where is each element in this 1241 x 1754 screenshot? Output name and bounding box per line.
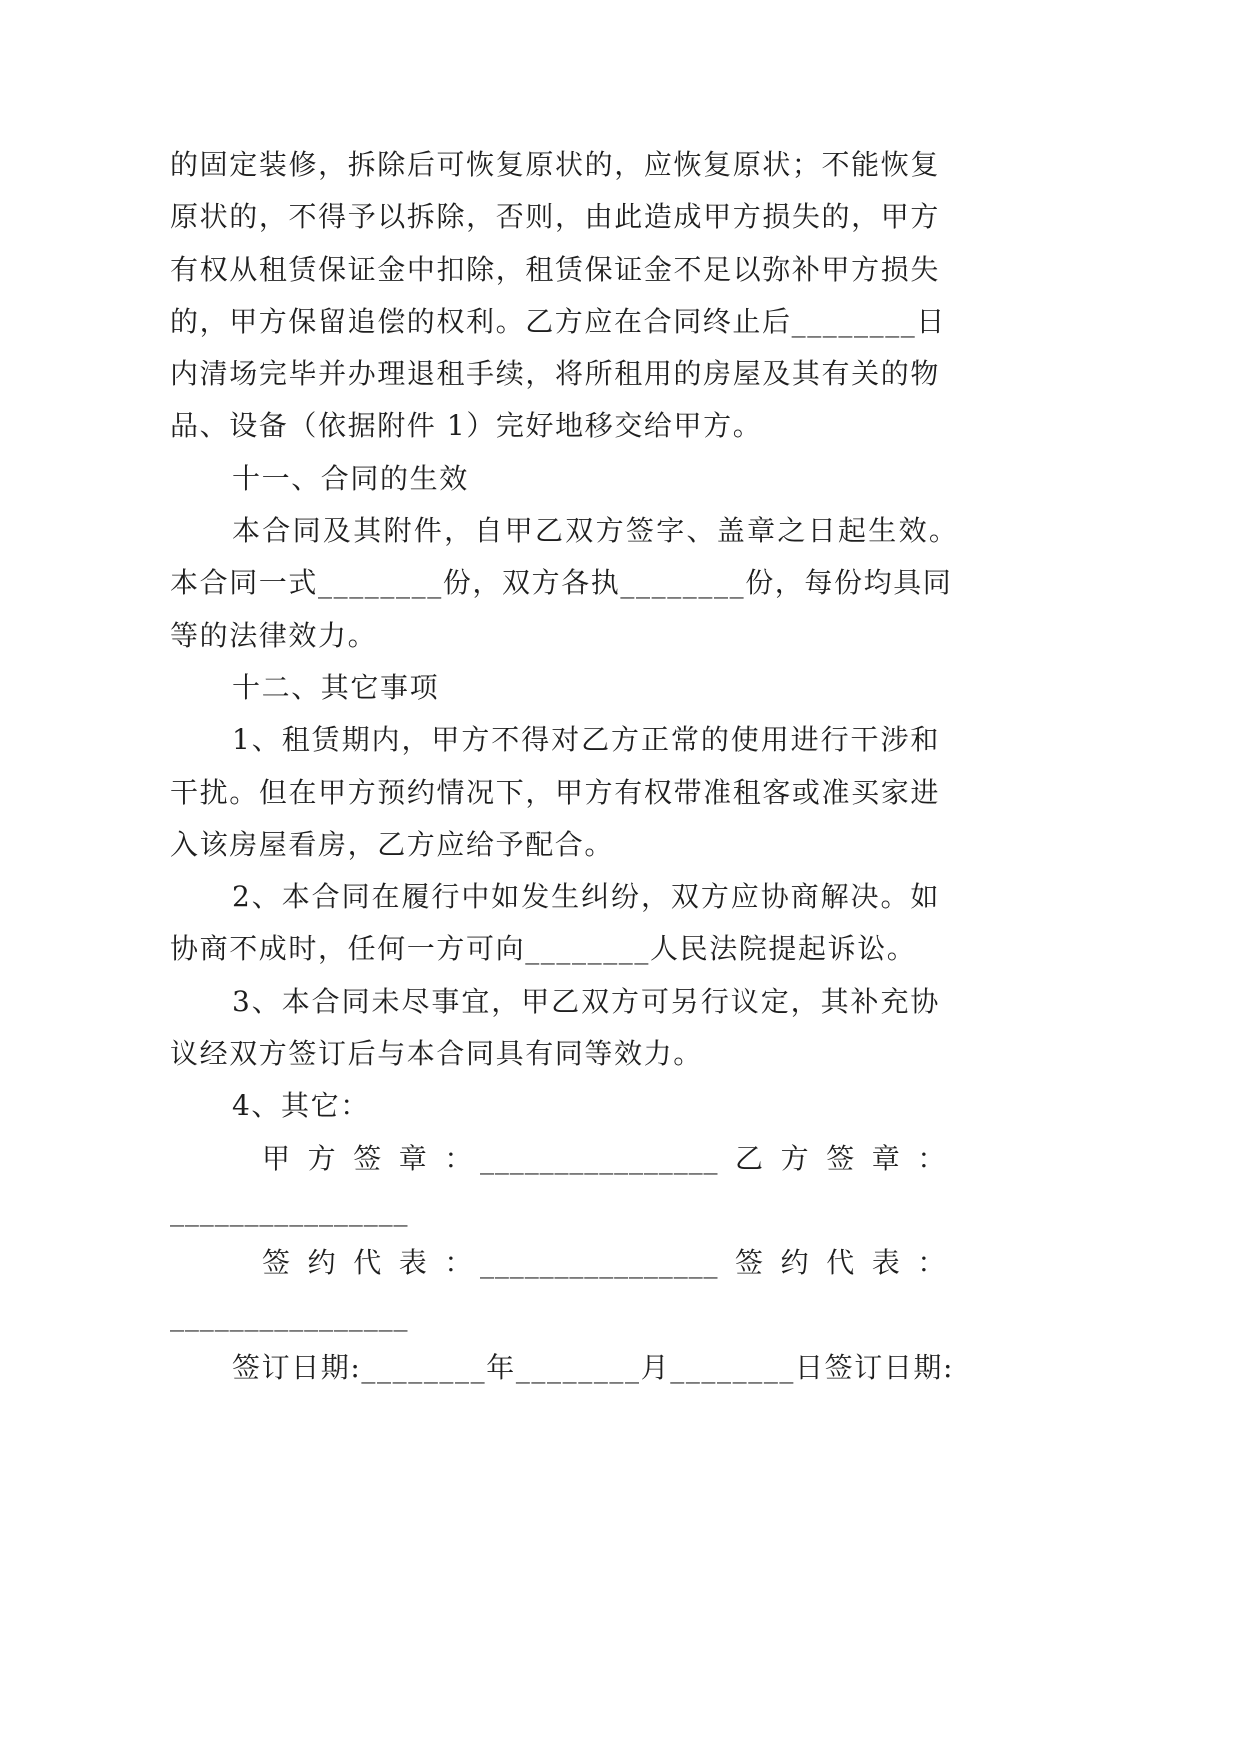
party-b-representative-label: 签约代表：	[735, 1246, 964, 1280]
party-b-representative-blank: ________________	[170, 1298, 409, 1332]
party-a-seal-label: 甲方签章：	[262, 1141, 491, 1175]
clause-item-3-line: 议经双方签订后与本合同具有同等效力。	[170, 1037, 703, 1071]
body-line: 的固定装修，拆除后可恢复原状的，应恢复原状；不能恢复	[170, 148, 940, 181]
body-line: 原状的，不得予以拆除，否则，由此造成甲方损失的，甲方	[170, 200, 940, 234]
body-line: 本合同一式________份，双方各执________份，每份均具同	[170, 566, 953, 600]
clause-12-heading: 十二、其它事项	[232, 670, 440, 704]
clause-item-1-line: 干扰。但在甲方预约情况下，甲方有权带准租客或准买家进	[170, 775, 940, 809]
clause-item-2-line: 2、本合同在履行中如发生纠纷，双方应协商解决。如	[232, 880, 940, 914]
signature-row-seal-continued	[170, 1185, 940, 1237]
party-b-seal-blank: ________________	[170, 1193, 409, 1227]
body-line: 的，甲方保留追偿的权利。乙方应在合同终止后________日	[170, 304, 947, 338]
document-body	[170, 139, 964, 1394]
signing-date-line: 签订日期:________年________月________日签订日期:	[232, 1350, 955, 1384]
body-line: 等的法律效力。	[170, 618, 378, 652]
signature-row-representative-continued	[170, 1290, 940, 1342]
clause-item-3-line: 3、本合同未尽事宜，甲乙双方可另行议定，其补充协	[232, 984, 940, 1018]
clause-11-heading: 十一、合同的生效	[232, 461, 469, 495]
clause-item-1-line: 1、租赁期内，甲方不得对乙方正常的使用进行干涉和	[232, 723, 940, 757]
party-a-representative-label: 签约代表：	[262, 1246, 491, 1280]
signature-row-representative	[170, 1237, 964, 1289]
party-a-representative-blank: ________________	[480, 1246, 719, 1280]
clause-item-1-line: 入该房屋看房，乙方应给予配合。	[170, 827, 615, 861]
clause-item-4-line: 4、其它：	[232, 1089, 370, 1123]
body-line: 有权从租赁保证金中扣除，租赁保证金不足以弥补甲方损失	[170, 252, 940, 286]
party-b-seal-label: 乙方签章：	[735, 1141, 964, 1175]
party-a-seal-blank: ________________	[480, 1141, 719, 1175]
clause-item-2-line: 协商不成时，任何一方可向________人民法院提起诉讼。	[170, 932, 917, 966]
signature-row-seal	[170, 1133, 964, 1185]
body-line: 内清场完毕并办理退租手续，将所租用的房屋及其有关的物	[170, 357, 940, 391]
body-line: 品、设备（依据附件 1）完好地移交给甲方。	[170, 409, 763, 443]
body-line: 本合同及其附件，自甲乙双方签字、盖章之日起生效。	[232, 514, 960, 548]
